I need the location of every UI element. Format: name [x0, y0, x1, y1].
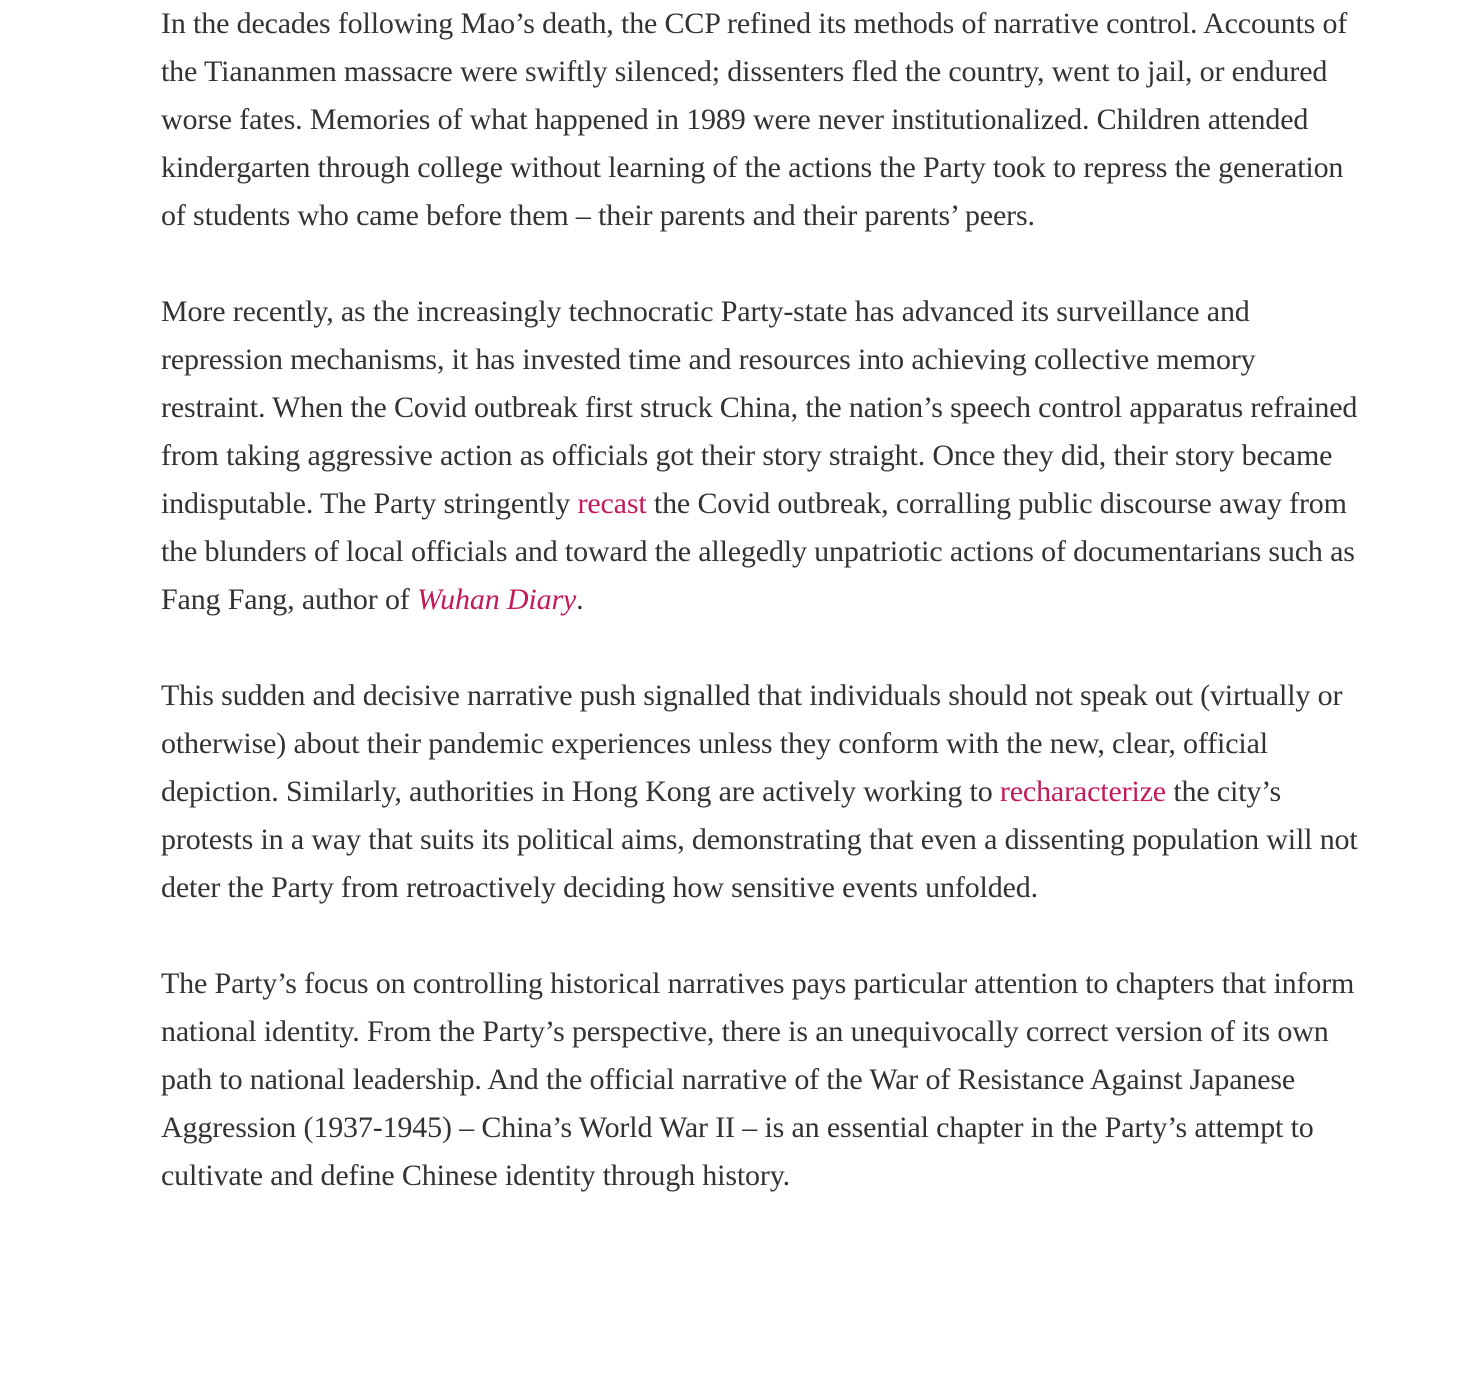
paragraph-text: This sudden and decisive narrative push signalled that individuals should not speak out (virtually or otherwise) about their pandemic experiences unless they conform with the new, clear, official depiction. Similarly, authorities in Hong Kong are actively working to — [161, 679, 1343, 808]
paragraph-narrative-push — [161, 672, 1361, 912]
paragraph-text: . — [576, 583, 584, 616]
paragraph-text: More recently, as the increasingly technocratic Party-state has advanced its surveillance and repression mechanisms, it has invested time and resources into achieving collective memory restraint. When the Covid outbreak first struck China, the nation’s speech control apparatus refrained from taking aggressive action as officials got their story straight. Once they did, their story became indisputable. The Party stringently — [161, 295, 1358, 520]
paragraph-covid-recast — [161, 288, 1361, 624]
paragraph-text: In the decades following Mao’s death, the CCP refined its methods of narrative control. Accounts of the Tiananmen massacre were swiftly silenced; dissenters fled the country, went to jail, or endured worse fates. Memories of what happened in 1989 were never institutionalized. Children attended kindergarten through college without learning of the actions the Party took to repress the generation of students who came before them – their parents and their parents’ peers. — [161, 7, 1348, 232]
wuhan-diary-link[interactable]: Wuhan Diary — [416, 583, 577, 616]
paragraph-text: The Party’s focus on controlling historical narratives pays particular attention to chapters that inform national identity. From the Party’s perspective, there is an unequivocally correct version of its own path to national leadership. And the official narrative of the War of Resistance Against Japanese Aggression (1937-1945) – China’s World War II – is an essential chapter in the Party’s attempt to cultivate and define Chinese identity through history. — [161, 967, 1355, 1192]
paragraph-national-identity — [161, 960, 1361, 1200]
paragraph-text: the Covid outbreak, corralling public discourse away from the blunders of local officials and toward the allegedly unpatriotic actions of documentarians such as Fang Fang, author of — [161, 487, 1355, 616]
recharacterize-link[interactable]: recharacterize — [999, 775, 1166, 808]
article-body — [161, 0, 1361, 1248]
paragraph-text: the city’s protests in a way that suits its political aims, demonstrating that even a dissenting population will not deter the Party from retroactively deciding how sensitive events unfolded. — [161, 775, 1358, 904]
recast-link[interactable]: recast — [577, 487, 647, 520]
paragraph-narrative-control — [161, 0, 1361, 240]
